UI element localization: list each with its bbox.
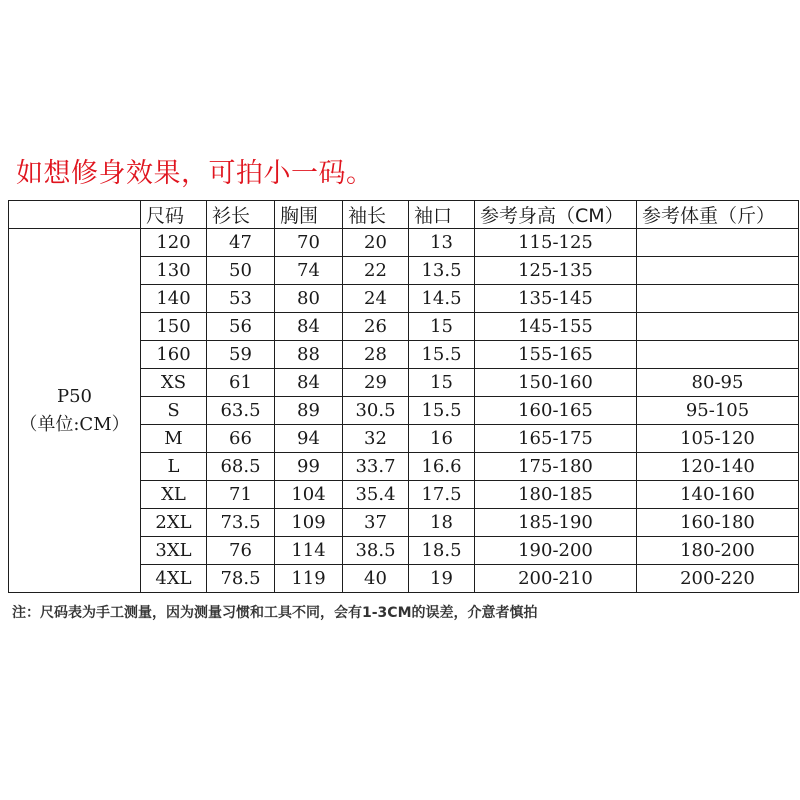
table-cell: 80 (275, 285, 343, 313)
header-length: 衫长 (207, 201, 275, 229)
table-cell: 15.5 (409, 397, 475, 425)
table-cell: 119 (275, 565, 343, 593)
table-cell: 109 (275, 509, 343, 537)
table-cell: 120 (141, 229, 207, 257)
header-chest: 胸围 (275, 201, 343, 229)
table-cell: XS (141, 369, 207, 397)
measurement-note: 注：尺码表为手工测量，因为测量习惯和工具不同，会有1-3CM的误差，介意者慎拍 (12, 605, 538, 621)
table-cell: 35.4 (343, 481, 409, 509)
table-cell: 15 (409, 313, 475, 341)
table-cell (637, 285, 799, 313)
table-cell: 24 (343, 285, 409, 313)
table-cell: 155-165 (475, 341, 637, 369)
table-cell: 68.5 (207, 453, 275, 481)
table-cell: 200-210 (475, 565, 637, 593)
table-cell: S (141, 397, 207, 425)
table-cell: 88 (275, 341, 343, 369)
table-cell: 32 (343, 425, 409, 453)
table-cell: 14.5 (409, 285, 475, 313)
table-cell: 19 (409, 565, 475, 593)
table-cell: 78.5 (207, 565, 275, 593)
table-cell: 94 (275, 425, 343, 453)
table-cell: 37 (343, 509, 409, 537)
table-cell: 29 (343, 369, 409, 397)
table-cell: 61 (207, 369, 275, 397)
table-cell: 18.5 (409, 537, 475, 565)
model-name: P50 (56, 385, 92, 407)
table-row (9, 229, 799, 257)
table-cell: 59 (207, 341, 275, 369)
table-cell: 2XL (141, 509, 207, 537)
table-cell: 95-105 (637, 397, 799, 425)
header-cuff: 袖口 (409, 201, 475, 229)
header-weight: 参考体重（斤） (637, 201, 799, 229)
table-cell: 28 (343, 341, 409, 369)
table-cell: 200-220 (637, 565, 799, 593)
table-cell: 16.6 (409, 453, 475, 481)
table-cell: 160 (141, 341, 207, 369)
table-header-row (9, 201, 799, 229)
table-cell: 180-185 (475, 481, 637, 509)
header-size: 尺码 (141, 201, 207, 229)
table-cell: L (141, 453, 207, 481)
table-cell: M (141, 425, 207, 453)
table-cell: 30.5 (343, 397, 409, 425)
table-cell: 40 (343, 565, 409, 593)
table-cell: 160-165 (475, 397, 637, 425)
table-cell: 70 (275, 229, 343, 257)
table-cell: 84 (275, 369, 343, 397)
table-cell: 73.5 (207, 509, 275, 537)
table-cell: 120-140 (637, 453, 799, 481)
table-cell: 3XL (141, 537, 207, 565)
table-cell: 135-145 (475, 285, 637, 313)
model-unit: （单位:CM） (19, 413, 130, 435)
table-cell (637, 313, 799, 341)
table-cell: 115-125 (475, 229, 637, 257)
table-cell: 13.5 (409, 257, 475, 285)
table-cell: 140 (141, 285, 207, 313)
table-cell: 89 (275, 397, 343, 425)
table-cell: 150 (141, 313, 207, 341)
table-cell: 99 (275, 453, 343, 481)
table-cell: 20 (343, 229, 409, 257)
table-cell: 15 (409, 369, 475, 397)
table-cell: 185-190 (475, 509, 637, 537)
table-cell: 105-120 (637, 425, 799, 453)
table-cell (637, 257, 799, 285)
table-cell: 15.5 (409, 341, 475, 369)
table-cell: XL (141, 481, 207, 509)
table-cell: 17.5 (409, 481, 475, 509)
table-cell: 84 (275, 313, 343, 341)
table-cell: 175-180 (475, 453, 637, 481)
table-cell: 150-160 (475, 369, 637, 397)
table-cell: 160-180 (637, 509, 799, 537)
table-cell: 130 (141, 257, 207, 285)
size-chart-table (8, 200, 799, 593)
headline-tip: 如想修身效果，可拍小一码。 (16, 158, 374, 189)
table-cell: 13 (409, 229, 475, 257)
table-cell: 56 (207, 313, 275, 341)
table-cell: 4XL (141, 565, 207, 593)
table-cell: 76 (207, 537, 275, 565)
table-cell: 33.7 (343, 453, 409, 481)
table-cell: 80-95 (637, 369, 799, 397)
table-cell (637, 229, 799, 257)
table-cell: 22 (343, 257, 409, 285)
table-cell: 190-200 (475, 537, 637, 565)
table-cell: 104 (275, 481, 343, 509)
table-cell: 26 (343, 313, 409, 341)
header-sleeve: 袖长 (343, 201, 409, 229)
model-cell (9, 229, 141, 593)
header-height: 参考身高（CM） (475, 201, 637, 229)
table-cell: 140-160 (637, 481, 799, 509)
table-cell (637, 341, 799, 369)
table-cell: 50 (207, 257, 275, 285)
blank-header-cell (9, 201, 141, 229)
table-cell: 71 (207, 481, 275, 509)
table-cell: 125-135 (475, 257, 637, 285)
table-cell: 165-175 (475, 425, 637, 453)
table-cell: 53 (207, 285, 275, 313)
table-cell: 74 (275, 257, 343, 285)
table-cell: 47 (207, 229, 275, 257)
table-cell: 63.5 (207, 397, 275, 425)
table-cell: 18 (409, 509, 475, 537)
table-cell: 66 (207, 425, 275, 453)
table-cell: 38.5 (343, 537, 409, 565)
table-cell: 145-155 (475, 313, 637, 341)
table-cell: 180-200 (637, 537, 799, 565)
table-cell: 114 (275, 537, 343, 565)
table-cell: 16 (409, 425, 475, 453)
